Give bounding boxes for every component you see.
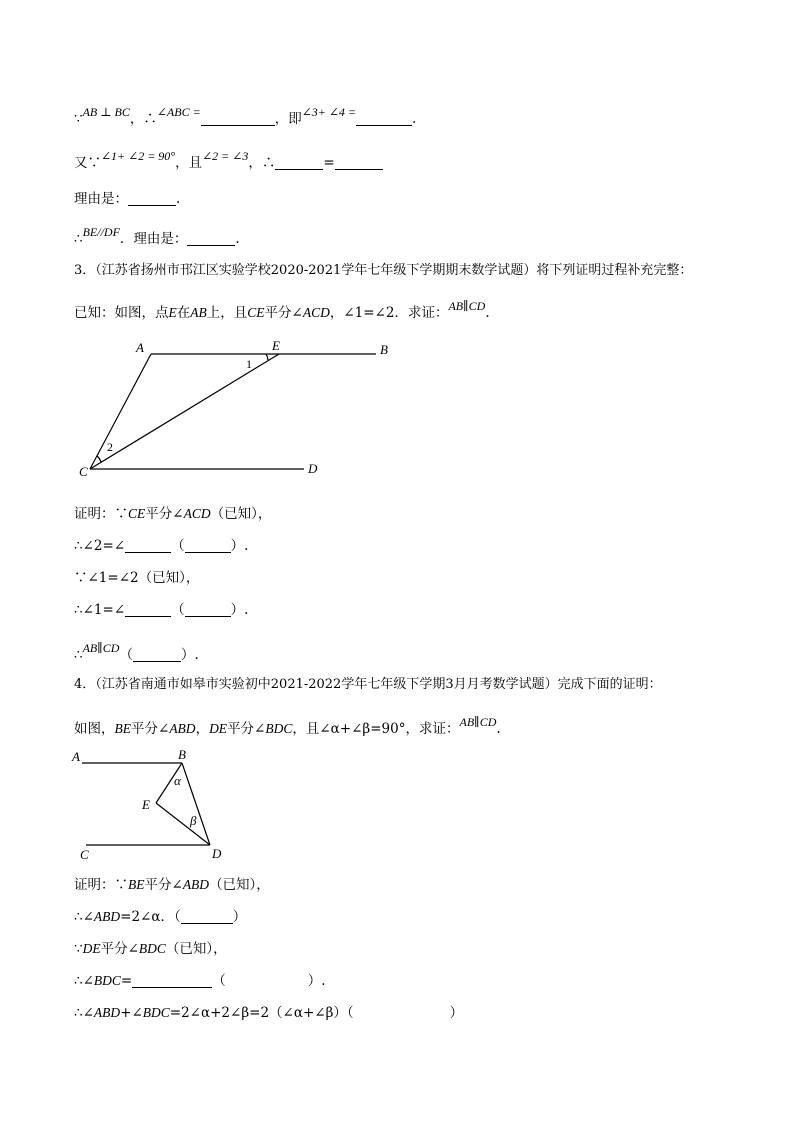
- q4-proof-5: ∴∠ABD+∠BDC=2∠α+2∠β=2（∠α+∠β）（ ）: [74, 1005, 464, 1021]
- blank-q3-angle-2[interactable]: [125, 602, 171, 617]
- blank-abc[interactable]: [201, 111, 275, 126]
- q4-given: 如图，BE平分∠ABD，DE平分∠BDC，且∠α+∠β=90°，求证：AB∥CD.: [74, 715, 501, 737]
- blank-q3-angle-1[interactable]: [125, 538, 171, 553]
- angle-2-label: 2: [107, 440, 113, 454]
- blank-q3-reason-1[interactable]: [185, 538, 231, 553]
- q4-figure: [70, 745, 240, 865]
- q4-header: 4．（江苏省南通市如皋市实验初中2021-2022学年七年级下学期3月月考数学试题）完成下面的证明：: [74, 677, 662, 692]
- segment-ED: [156, 803, 210, 845]
- blank-reason-1[interactable]: [128, 191, 176, 206]
- q4-proof-2: ∴∠ABD=2∠α．（ ）: [74, 909, 247, 925]
- s2-line-1: ∵AB ⊥ BC，∴∠ABC = ，即∠3+ ∠4 = .: [74, 105, 417, 127]
- q3-proof-4: ∴∠1=∠ （ ）.: [74, 602, 249, 618]
- blank-reason-2[interactable]: [187, 231, 235, 246]
- angle-1-label: 1: [246, 357, 252, 371]
- point-E: E: [272, 338, 280, 353]
- blank-q3-reason-2[interactable]: [185, 602, 231, 617]
- q3-proof-2: ∴∠2=∠ （ ）.: [74, 538, 249, 554]
- blank-right[interactable]: [335, 155, 383, 170]
- blank-q3-reason-3[interactable]: [133, 647, 181, 662]
- blank-q4-bdc[interactable]: [132, 973, 212, 988]
- point-C: C: [79, 464, 88, 479]
- q3-header: 3．（江苏省扬州市邗江区实验学校2020-2021学年七年级下学期期末数学试题）将下列证明过程补充完整：: [74, 263, 693, 278]
- segment-CE: [90, 354, 279, 469]
- s2-line-2: 又∵∠1+ ∠2 = 90°，且∠2 = ∠3，∴ =: [74, 154, 383, 172]
- blank-left[interactable]: [275, 155, 323, 170]
- s2-line-3: 理由是： .: [74, 191, 181, 207]
- blank-34[interactable]: [356, 111, 412, 126]
- point-D: D: [308, 461, 318, 476]
- point-A: A: [72, 749, 80, 764]
- q3-figure: [74, 338, 404, 483]
- s2-line-4: ∴BE//DF．理由是： .: [74, 225, 240, 247]
- angle-beta-label: β: [190, 813, 197, 828]
- point-E: E: [142, 797, 150, 812]
- q3-proof-5: ∴AB∥CD（ ）.: [74, 641, 199, 663]
- angle-1-arc: [266, 354, 268, 360]
- angle-alpha-label: α: [174, 773, 181, 788]
- angle-2-arc: [97, 456, 101, 462]
- point-B: B: [380, 342, 388, 357]
- q4-proof-1: 证明：∵BE平分∠ABD（已知），: [74, 877, 270, 893]
- q3-given: 已知：如图，点E在AB上，且CE平分∠ACD，∠1=∠2．求证：AB∥CD.: [74, 299, 490, 321]
- segment-AC: [90, 354, 151, 469]
- point-D: D: [212, 846, 222, 861]
- q4-proof-3: ∵DE平分∠BDC（已知），: [74, 941, 227, 957]
- point-A: A: [136, 340, 144, 355]
- segment-BD: [182, 763, 210, 845]
- q3-proof-1: 证明：∵CE平分∠ACD（已知），: [74, 506, 272, 522]
- point-B: B: [178, 747, 186, 762]
- q4-proof-4: ∴∠BDC= （ ）.: [74, 973, 326, 989]
- blank-q4-reason-1[interactable]: [181, 909, 233, 924]
- q3-proof-3: ∵∠1=∠2（已知），: [74, 570, 200, 586]
- point-C: C: [80, 847, 89, 862]
